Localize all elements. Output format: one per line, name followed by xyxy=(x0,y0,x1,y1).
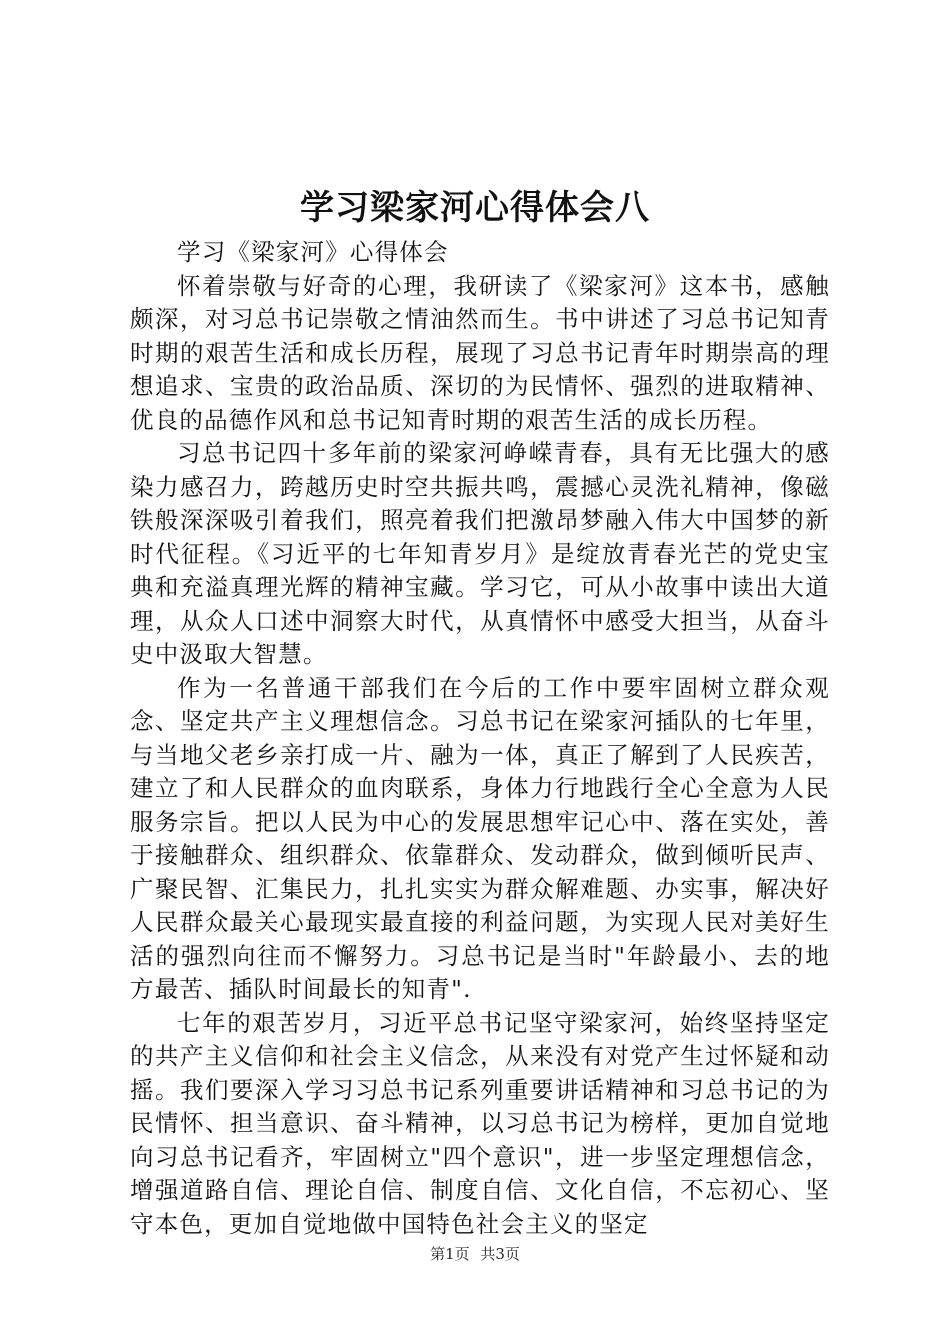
body-paragraph: 怀着崇敬与好奇的心理，我研读了《梁家河》这本书，感触颇深，对习总书记崇敬之情油然而生。书中讲述了习总书记知青时期的艰苦生活和成长历程，展现了习总书记青年时期崇高的理想追求、宝贵的政治品质、深切的为民情怀、强烈的进取精神、优良的品德作风和总书记知青时期的艰苦生活的成长历程。 xyxy=(130,271,830,434)
subtitle-paragraph: 学习《梁家河》心得体会 xyxy=(177,238,449,266)
body-paragraph: 习总书记四十多年前的梁家河峥嵘青春，具有无比强大的感染力感召力，跨越历史时空共振共鸣，震撼心灵洗礼精神，像磁铁般深深吸引着我们，照亮着我们把激昂梦融入伟大中国梦的新时代征程。《习近平的七年知青岁月》是绽放青春光芒的党史宝典和充溢真理光辉的精神宝藏。学习它，可从小故事中读出大道理，从众人口述中洞察大时代，从真情怀中感受大担当，从奋斗史中汲取大智慧。 xyxy=(130,439,830,668)
document-title: 学习梁家河心得体会八 xyxy=(300,188,650,228)
body-paragraph: 作为一名普通干部我们在今后的工作中要牢固树立群众观念、坚定共产主义理想信念。习总书记在梁家河插队的七年里，与当地父老乡亲打成一片、融为一体，真正了解到了人民疾苦，建立了和人民群众的血肉联系，身体力行地践行全心全意为人民服务宗旨。把以人民为中心的发展思想牢记心中、落在实处，善于接触群众、组织群众、依靠群众、发动群众，做到倾听民声、广聚民智、汇集民力，扎扎实实为群众解难题、办实事，解决好人民群众最关心最现实最直接的利益问题，为实现人民对美好生活的强烈向往而不懈努力。习总书记是当时"年龄最小、去的地方最苦、插队时间最长的知青". xyxy=(130,673,830,1003)
page-footer xyxy=(0,1244,950,1264)
document-body xyxy=(130,236,830,1241)
page-total: 共3页 xyxy=(480,1245,520,1263)
body-paragraph: 七年的艰苦岁月，习近平总书记坚守梁家河，始终坚持坚定的共产主义信仰和社会主义信念，从来没有对党产生过怀疑和动摇。我们要深入学习习总书记系列重要讲话精神和习总书记的为民情怀、担当意识、奋斗精神，以习总书记为榜样，更加自觉地向习总书记看齐，牢固树立"四个意识"，进一步坚定理想信念，增强道路自信、理论自信、制度自信、文化自信，不忘初心、坚守本色，更加自觉地做中国特色社会主义的坚定 xyxy=(130,1008,830,1238)
page-number: 第1页 xyxy=(430,1245,470,1263)
